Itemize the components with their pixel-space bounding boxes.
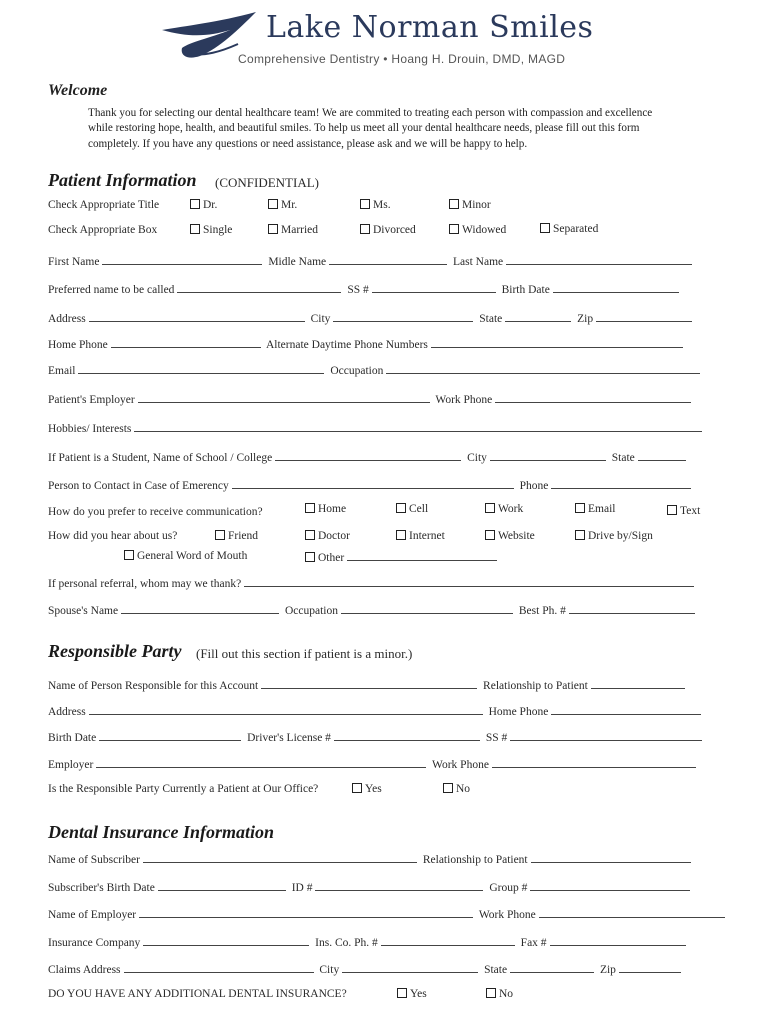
employer-row: Patient's Employer Work Phone [48,392,694,406]
responsible-employer-field[interactable] [96,757,426,768]
additional-no[interactable]: No [486,988,513,1000]
city-field[interactable] [333,311,473,322]
state-field[interactable] [505,311,571,322]
patient-section-title: Patient Information [48,170,197,190]
ins-work-phone-field[interactable] [539,907,725,918]
preferred-row: Preferred name to be called SS # Birth Date [48,282,682,296]
responsible-work-phone-field[interactable] [492,757,696,768]
license-field[interactable] [334,730,480,741]
responsible-employer-row: Employer Work Phone [48,757,699,771]
hear-option-word-of-mouth[interactable]: General Word of Mouth [124,550,247,562]
subscriber-birth-row: Subscriber's Birth Date ID # Group # [48,880,693,894]
school-city-field[interactable] [490,450,606,461]
hear-label: How did you hear about us? [48,530,178,542]
best-phone-field[interactable] [569,603,695,614]
other-field[interactable] [347,550,497,561]
group-field[interactable] [530,880,690,891]
responsible-address-row: Address Home Phone [48,704,704,718]
comm-option-home[interactable]: Home [305,503,346,515]
home-phone-field[interactable] [111,337,261,348]
responsible-birth-row: Birth Date Driver's License # SS # [48,730,705,744]
emergency-contact-field[interactable] [232,478,514,489]
spouse-row: Spouse's Name Occupation Best Ph. # [48,603,698,617]
is-patient-label: Is the Responsible Party Currently a Patient at Our Office? [48,783,319,795]
fax-field[interactable] [550,935,686,946]
responsible-name-field[interactable] [261,678,477,689]
checkbox[interactable] [575,503,585,513]
checkbox[interactable] [667,505,677,515]
checkbox[interactable] [540,223,550,233]
occupation-field[interactable] [386,363,700,374]
checkbox[interactable] [443,783,453,793]
box-option-separated[interactable]: Separated [540,223,598,235]
checkbox[interactable] [396,503,406,513]
hear-option-other[interactable]: Other [305,550,500,564]
welcome-text: Thank you for selecting our dental healthcare team! We are commited to treating each person with compassion and excellence while restoring hope, health, and beautiful smiles. To help us meet all your dental healthcare needs, please fill out this form completely. If you have any questions or need assistance, please ask and we will be happy to help. [88,107,653,150]
practice-name: Lake Norman Smiles [266,10,594,45]
checkbox[interactable] [449,224,459,234]
practice-subtitle: Comprehensive Dentistry • Hoang H. Drouin, DMD, MAGD [238,52,566,66]
checkbox[interactable] [360,199,370,209]
first-name-field[interactable] [102,254,262,265]
is-patient-yes[interactable]: Yes [352,783,382,795]
subscriber-row: Name of Subscriber Relationship to Patient [48,852,694,866]
responsible-section-title: Responsible Party [48,641,182,661]
email-field[interactable] [78,363,324,374]
checkbox[interactable] [485,503,495,513]
checkbox[interactable] [575,530,585,540]
claims-row: Claims Address City State Zip [48,962,684,976]
additional-yes[interactable]: Yes [397,988,427,1000]
is-patient-no[interactable]: No [443,783,470,795]
checkbox[interactable] [360,224,370,234]
responsible-ss-field[interactable] [510,730,702,741]
ins-employer-field[interactable] [139,907,473,918]
hear-option-doctor[interactable]: Doctor [305,530,350,542]
preferred-name-field[interactable] [177,282,341,293]
box-option-widowed[interactable]: Widowed [449,224,506,236]
insurance-section-title: Dental Insurance Information [48,822,275,842]
box-label: Check Appropriate Box [48,224,158,236]
spouse-name-field[interactable] [121,603,279,614]
emergency-row: Person to Contact in Case of Emerency Phone [48,478,694,492]
checkbox[interactable] [397,988,407,998]
responsible-note: (Fill out this section if patient is a minor.) [196,646,413,661]
title-label: Check Appropriate Title [48,199,160,211]
work-phone-field[interactable] [495,392,691,403]
middle-name-field[interactable] [329,254,447,265]
address-field[interactable] [89,311,305,322]
subscriber-field[interactable] [143,852,417,863]
confidential-note: (CONFIDENTIAL) [215,175,319,190]
claims-state-field[interactable] [510,962,594,973]
insurance-relationship-field[interactable] [531,852,691,863]
checkbox[interactable] [124,550,134,560]
claims-address-field[interactable] [124,962,314,973]
comm-option-work[interactable]: Work [485,503,523,515]
comm-option-cell[interactable]: Cell [396,503,428,515]
employer-field[interactable] [138,392,430,403]
checkbox[interactable] [305,503,315,513]
claims-zip-field[interactable] [619,962,681,973]
responsible-name-row: Name of Person Responsible for this Account Relationship to Patient [48,678,688,692]
checkbox[interactable] [486,988,496,998]
claims-city-field[interactable] [342,962,478,973]
phone-row: Home Phone Alternate Daytime Phone Numbers [48,337,686,351]
spouse-occupation-field[interactable] [341,603,513,614]
birth-date-field[interactable] [553,282,679,293]
id-field[interactable] [315,880,483,891]
title-option-dr[interactable]: Dr. [190,199,217,211]
hear-option-website[interactable]: Website [485,530,535,542]
responsible-relationship-field[interactable] [591,678,685,689]
title-option-minor[interactable]: Minor [449,199,491,211]
checkbox[interactable] [268,224,278,234]
box-option-divorced[interactable]: Divorced [360,224,416,236]
comm-option-email[interactable]: Email [575,503,615,515]
referral-field[interactable] [244,576,694,587]
comm-label: How do you prefer to receive communication? [48,506,263,518]
responsible-address-field[interactable] [89,704,483,715]
title-option-ms[interactable]: Ms. [360,199,391,211]
checkbox[interactable] [215,530,225,540]
hobbies-row: Hobbies/ Interests [48,421,705,435]
ins-co-phone-field[interactable] [381,935,515,946]
checkbox[interactable] [305,552,315,562]
hear-option-driveby[interactable]: Drive by/Sign [575,530,653,542]
comm-option-text[interactable]: Text [667,505,700,517]
checkbox[interactable] [268,199,278,209]
school-field[interactable] [275,450,461,461]
checkbox[interactable] [485,530,495,540]
name-row: First Name Midle Name Last Name [48,254,695,268]
title-option-mr[interactable]: Mr. [268,199,297,211]
checkbox[interactable] [396,530,406,540]
ins-company-field[interactable] [143,935,309,946]
subscriber-birth-field[interactable] [158,880,286,891]
ins-company-row: Insurance Company Ins. Co. Ph. # Fax # [48,935,689,949]
box-option-married[interactable]: Married [268,224,318,236]
additional-label: DO YOU HAVE ANY ADDITIONAL DENTAL INSURANCE? [48,988,347,1000]
welcome-title: Welcome [48,82,108,99]
email-row: Email Occupation [48,363,703,377]
student-row: If Patient is a Student, Name of School / College City State [48,450,689,464]
school-state-field[interactable] [638,450,686,461]
ss-field[interactable] [372,282,496,293]
zip-field[interactable] [596,311,692,322]
emergency-phone-field[interactable] [551,478,691,489]
hobbies-field[interactable] [134,421,702,432]
checkbox[interactable] [190,199,200,209]
responsible-birth-date-field[interactable] [99,730,241,741]
checkbox[interactable] [352,783,362,793]
last-name-field[interactable] [506,254,692,265]
address-row: Address City State Zip [48,311,695,325]
checkbox[interactable] [305,530,315,540]
ins-employer-row: Name of Employer Work Phone [48,907,728,921]
box-option-single[interactable]: Single [190,224,232,236]
checkbox[interactable] [190,224,200,234]
referral-row: If personal referral, whom may we thank? [48,576,697,590]
checkbox[interactable] [449,199,459,209]
alt-phone-field[interactable] [431,337,683,348]
hear-option-friend[interactable]: Friend [215,530,258,542]
hear-option-internet[interactable]: Internet [396,530,445,542]
responsible-home-phone-field[interactable] [551,704,701,715]
